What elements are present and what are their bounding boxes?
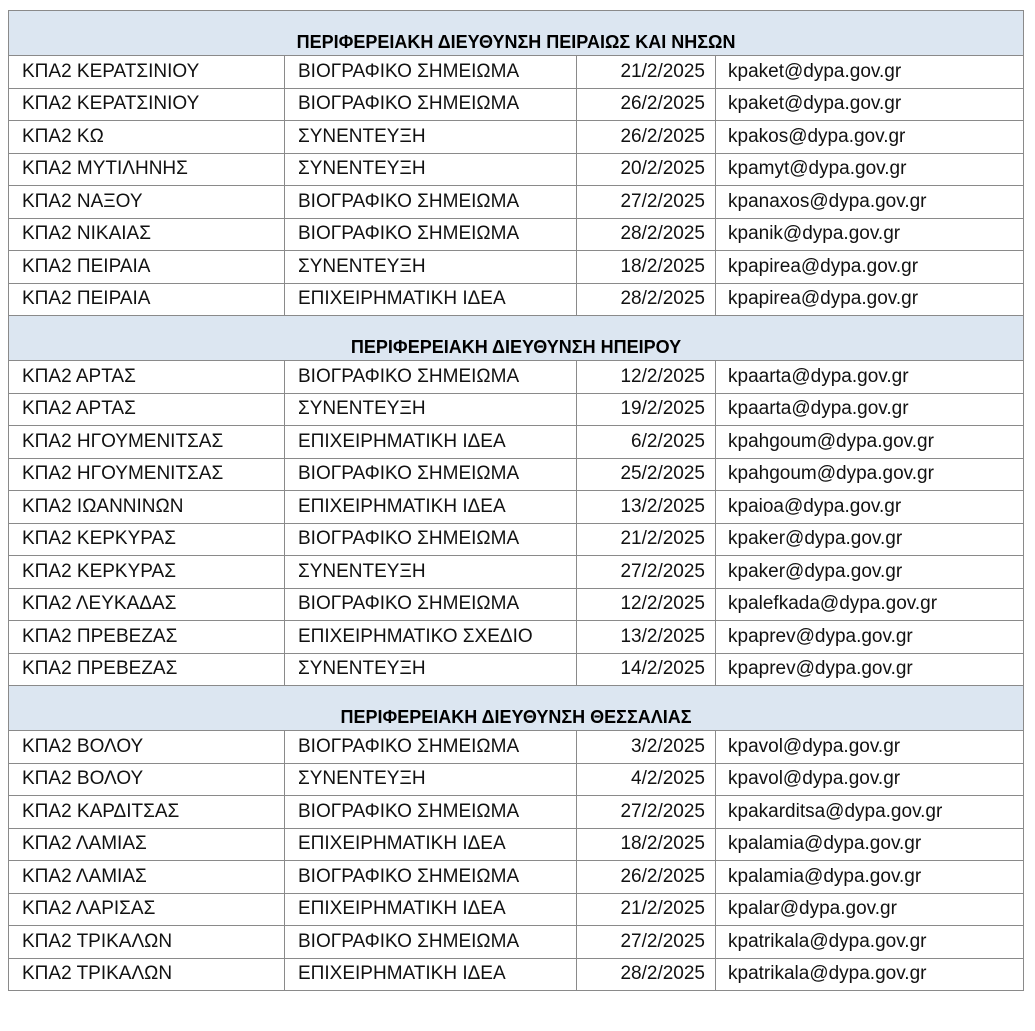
office-cell: ΚΠΑ2 ΠΕΙΡΑΙΑ xyxy=(9,251,285,284)
section-header-row xyxy=(9,11,1024,56)
email-cell: kpanaxos@dypa.gov.gr xyxy=(716,186,1024,219)
table-row xyxy=(9,88,1024,121)
service-cell: ΣΥΝΕΝΤΕΥΞΗ xyxy=(285,763,577,796)
service-cell: ΒΙΟΓΡΑΦΙΚΟ ΣΗΜΕΙΩΜΑ xyxy=(285,796,577,829)
date-cell: 27/2/2025 xyxy=(577,796,716,829)
section-title: ΠΕΡΙΦΕΡΕΙΑΚΗ ΔΙΕΥΘΥΝΣΗ ΗΠΕΙΡΟΥ xyxy=(9,316,1024,361)
email-cell: kpalamia@dypa.gov.gr xyxy=(716,861,1024,894)
office-cell: ΚΠΑ2 ΑΡΤΑΣ xyxy=(9,361,285,394)
table-row xyxy=(9,153,1024,186)
email-cell: kpapirea@dypa.gov.gr xyxy=(716,251,1024,284)
date-cell: 21/2/2025 xyxy=(577,523,716,556)
date-cell: 14/2/2025 xyxy=(577,653,716,686)
service-cell: ΒΙΟΓΡΑΦΙΚΟ ΣΗΜΕΙΩΜΑ xyxy=(285,218,577,251)
date-cell: 13/2/2025 xyxy=(577,621,716,654)
section-title: ΠΕΡΙΦΕΡΕΙΑΚΗ ΔΙΕΥΘΥΝΣΗ ΠΕΙΡΑΙΩΣ ΚΑΙ ΝΗΣΩΝ xyxy=(9,11,1024,56)
table-row xyxy=(9,893,1024,926)
service-cell: ΣΥΝΕΝΤΕΥΞΗ xyxy=(285,251,577,284)
table-row xyxy=(9,361,1024,394)
office-cell: ΚΠΑ2 ΚΕΡΑΤΣΙΝΙΟΥ xyxy=(9,88,285,121)
table-row xyxy=(9,491,1024,524)
date-cell: 12/2/2025 xyxy=(577,361,716,394)
service-cell: ΒΙΟΓΡΑΦΙΚΟ ΣΗΜΕΙΩΜΑ xyxy=(285,88,577,121)
service-cell: ΒΙΟΓΡΑΦΙΚΟ ΣΗΜΕΙΩΜΑ xyxy=(285,523,577,556)
service-cell: ΕΠΙΧΕΙΡΗΜΑΤΙΚΗ ΙΔΕΑ xyxy=(285,426,577,459)
email-cell: kpaker@dypa.gov.gr xyxy=(716,523,1024,556)
service-cell: ΣΥΝΕΝΤΕΥΞΗ xyxy=(285,653,577,686)
table-row xyxy=(9,763,1024,796)
table-row xyxy=(9,653,1024,686)
office-cell: ΚΠΑ2 ΛΕΥΚΑΔΑΣ xyxy=(9,588,285,621)
office-cell: ΚΠΑ2 ΝΙΚΑΙΑΣ xyxy=(9,218,285,251)
service-cell: ΣΥΝΕΝΤΕΥΞΗ xyxy=(285,393,577,426)
date-cell: 26/2/2025 xyxy=(577,121,716,154)
email-cell: kpaket@dypa.gov.gr xyxy=(716,56,1024,89)
date-cell: 26/2/2025 xyxy=(577,88,716,121)
date-cell: 13/2/2025 xyxy=(577,491,716,524)
office-cell: ΚΠΑ2 ΒΟΛΟΥ xyxy=(9,763,285,796)
table-row xyxy=(9,828,1024,861)
email-cell: kpaarta@dypa.gov.gr xyxy=(716,393,1024,426)
office-cell: ΚΠΑ2 ΚΕΡΚΥΡΑΣ xyxy=(9,523,285,556)
email-cell: kpakarditsa@dypa.gov.gr xyxy=(716,796,1024,829)
table-row xyxy=(9,588,1024,621)
date-cell: 28/2/2025 xyxy=(577,958,716,991)
date-cell: 21/2/2025 xyxy=(577,893,716,926)
email-cell: kpaprev@dypa.gov.gr xyxy=(716,653,1024,686)
email-cell: kpaket@dypa.gov.gr xyxy=(716,88,1024,121)
table-row xyxy=(9,458,1024,491)
table-row xyxy=(9,556,1024,589)
email-cell: kpatrikala@dypa.gov.gr xyxy=(716,958,1024,991)
table-row xyxy=(9,218,1024,251)
table-row xyxy=(9,426,1024,459)
service-cell: ΒΙΟΓΡΑΦΙΚΟ ΣΗΜΕΙΩΜΑ xyxy=(285,731,577,764)
service-cell: ΕΠΙΧΕΙΡΗΜΑΤΙΚΗ ΙΔΕΑ xyxy=(285,828,577,861)
table-row xyxy=(9,621,1024,654)
service-cell: ΒΙΟΓΡΑΦΙΚΟ ΣΗΜΕΙΩΜΑ xyxy=(285,926,577,959)
service-cell: ΣΥΝΕΝΤΕΥΞΗ xyxy=(285,153,577,186)
office-cell: ΚΠΑ2 ΤΡΙΚΑΛΩΝ xyxy=(9,958,285,991)
email-cell: kpaker@dypa.gov.gr xyxy=(716,556,1024,589)
office-cell: ΚΠΑ2 ΠΡΕΒΕΖΑΣ xyxy=(9,621,285,654)
email-cell: kpapirea@dypa.gov.gr xyxy=(716,283,1024,316)
table-row xyxy=(9,731,1024,764)
service-cell: ΕΠΙΧΕΙΡΗΜΑΤΙΚΗ ΙΔΕΑ xyxy=(285,491,577,524)
date-cell: 26/2/2025 xyxy=(577,861,716,894)
office-cell: ΚΠΑ2 ΑΡΤΑΣ xyxy=(9,393,285,426)
date-cell: 28/2/2025 xyxy=(577,283,716,316)
date-cell: 19/2/2025 xyxy=(577,393,716,426)
table-row xyxy=(9,283,1024,316)
service-cell: ΒΙΟΓΡΑΦΙΚΟ ΣΗΜΕΙΩΜΑ xyxy=(285,588,577,621)
office-cell: ΚΠΑ2 ΝΑΞΟΥ xyxy=(9,186,285,219)
table-row xyxy=(9,121,1024,154)
table-row xyxy=(9,796,1024,829)
service-cell: ΣΥΝΕΝΤΕΥΞΗ xyxy=(285,556,577,589)
date-cell: 27/2/2025 xyxy=(577,926,716,959)
email-cell: kpahgoum@dypa.gov.gr xyxy=(716,426,1024,459)
date-cell: 21/2/2025 xyxy=(577,56,716,89)
date-cell: 3/2/2025 xyxy=(577,731,716,764)
date-cell: 20/2/2025 xyxy=(577,153,716,186)
table-row xyxy=(9,523,1024,556)
table-row xyxy=(9,958,1024,991)
email-cell: kpavol@dypa.gov.gr xyxy=(716,763,1024,796)
date-cell: 18/2/2025 xyxy=(577,828,716,861)
email-cell: kpaioa@dypa.gov.gr xyxy=(716,491,1024,524)
email-cell: kpalamia@dypa.gov.gr xyxy=(716,828,1024,861)
table-row xyxy=(9,186,1024,219)
service-cell: ΒΙΟΓΡΑΦΙΚΟ ΣΗΜΕΙΩΜΑ xyxy=(285,56,577,89)
office-cell: ΚΠΑ2 ΤΡΙΚΑΛΩΝ xyxy=(9,926,285,959)
email-cell: kpahgoum@dypa.gov.gr xyxy=(716,458,1024,491)
table-row xyxy=(9,861,1024,894)
email-cell: kpalefkada@dypa.gov.gr xyxy=(716,588,1024,621)
service-cell: ΒΙΟΓΡΑΦΙΚΟ ΣΗΜΕΙΩΜΑ xyxy=(285,458,577,491)
office-cell: ΚΠΑ2 ΠΕΙΡΑΙΑ xyxy=(9,283,285,316)
table-row xyxy=(9,56,1024,89)
date-cell: 4/2/2025 xyxy=(577,763,716,796)
date-cell: 25/2/2025 xyxy=(577,458,716,491)
email-cell: kpamyt@dypa.gov.gr xyxy=(716,153,1024,186)
email-cell: kpakos@dypa.gov.gr xyxy=(716,121,1024,154)
service-cell: ΕΠΙΧΕΙΡΗΜΑΤΙΚΗ ΙΔΕΑ xyxy=(285,893,577,926)
table-row xyxy=(9,926,1024,959)
office-cell: ΚΠΑ2 ΒΟΛΟΥ xyxy=(9,731,285,764)
email-cell: kpatrikala@dypa.gov.gr xyxy=(716,926,1024,959)
office-cell: ΚΠΑ2 ΚΩ xyxy=(9,121,285,154)
office-cell: ΚΠΑ2 ΙΩΑΝΝΙΝΩΝ xyxy=(9,491,285,524)
appointments-table-body xyxy=(9,11,1024,991)
appointments-table xyxy=(8,10,1024,991)
section-title: ΠΕΡΙΦΕΡΕΙΑΚΗ ΔΙΕΥΘΥΝΣΗ ΘΕΣΣΑΛΙΑΣ xyxy=(9,686,1024,731)
email-cell: kpaarta@dypa.gov.gr xyxy=(716,361,1024,394)
office-cell: ΚΠΑ2 ΜΥΤΙΛΗΝΗΣ xyxy=(9,153,285,186)
email-cell: kpavol@dypa.gov.gr xyxy=(716,731,1024,764)
email-cell: kpaprev@dypa.gov.gr xyxy=(716,621,1024,654)
office-cell: ΚΠΑ2 ΗΓΟΥΜΕΝΙΤΣΑΣ xyxy=(9,458,285,491)
date-cell: 27/2/2025 xyxy=(577,556,716,589)
date-cell: 28/2/2025 xyxy=(577,218,716,251)
date-cell: 18/2/2025 xyxy=(577,251,716,284)
table-row xyxy=(9,251,1024,284)
date-cell: 6/2/2025 xyxy=(577,426,716,459)
service-cell: ΒΙΟΓΡΑΦΙΚΟ ΣΗΜΕΙΩΜΑ xyxy=(285,361,577,394)
office-cell: ΚΠΑ2 ΚΑΡΔΙΤΣΑΣ xyxy=(9,796,285,829)
date-cell: 27/2/2025 xyxy=(577,186,716,219)
section-header-row xyxy=(9,686,1024,731)
section-header-row xyxy=(9,316,1024,361)
date-cell: 12/2/2025 xyxy=(577,588,716,621)
service-cell: ΒΙΟΓΡΑΦΙΚΟ ΣΗΜΕΙΩΜΑ xyxy=(285,861,577,894)
office-cell: ΚΠΑ2 ΠΡΕΒΕΖΑΣ xyxy=(9,653,285,686)
office-cell: ΚΠΑ2 ΚΕΡΑΤΣΙΝΙΟΥ xyxy=(9,56,285,89)
office-cell: ΚΠΑ2 ΛΑΜΙΑΣ xyxy=(9,861,285,894)
service-cell: ΒΙΟΓΡΑΦΙΚΟ ΣΗΜΕΙΩΜΑ xyxy=(285,186,577,219)
office-cell: ΚΠΑ2 ΚΕΡΚΥΡΑΣ xyxy=(9,556,285,589)
service-cell: ΕΠΙΧΕΙΡΗΜΑΤΙΚΟ ΣΧΕΔΙΟ xyxy=(285,621,577,654)
email-cell: kpanik@dypa.gov.gr xyxy=(716,218,1024,251)
service-cell: ΣΥΝΕΝΤΕΥΞΗ xyxy=(285,121,577,154)
service-cell: ΕΠΙΧΕΙΡΗΜΑΤΙΚΗ ΙΔΕΑ xyxy=(285,283,577,316)
office-cell: ΚΠΑ2 ΗΓΟΥΜΕΝΙΤΣΑΣ xyxy=(9,426,285,459)
office-cell: ΚΠΑ2 ΛΑΡΙΣΑΣ xyxy=(9,893,285,926)
office-cell: ΚΠΑ2 ΛΑΜΙΑΣ xyxy=(9,828,285,861)
email-cell: kpalar@dypa.gov.gr xyxy=(716,893,1024,926)
table-row xyxy=(9,393,1024,426)
service-cell: ΕΠΙΧΕΙΡΗΜΑΤΙΚΗ ΙΔΕΑ xyxy=(285,958,577,991)
